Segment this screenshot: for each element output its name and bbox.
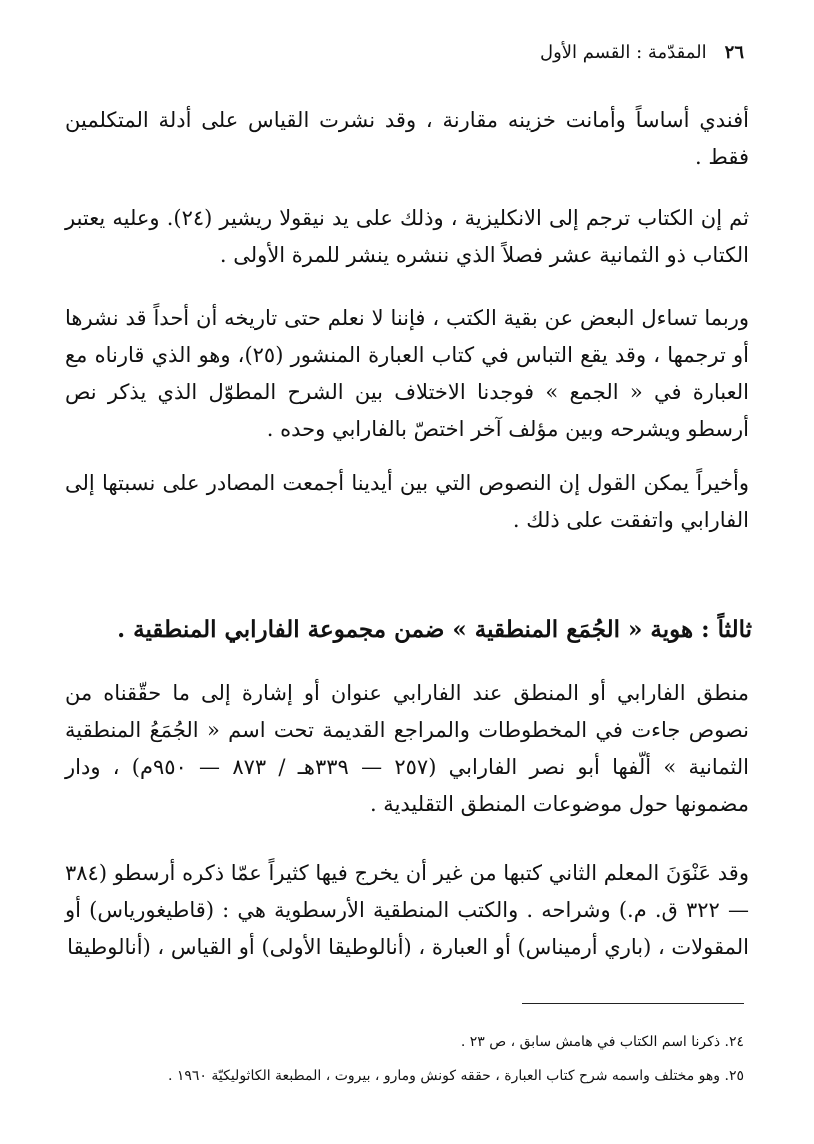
running-header: [60, 34, 744, 70]
paragraph-1: أفندي أساساً وأمانت خزينه مقارنة ، وقد نشرت القياس على أدلة المتكلمين فقط .: [65, 108, 749, 169]
section-heading: ثالثاً : هوية « الجُمَع المنطقية » ضمن مجموعة الفارابي المنطقية .: [117, 616, 752, 643]
paragraph-6: وقد عَنْوَنَ المعلم الثاني كتبها من غير أن يخرج فيها كثيراً عمّا ذكره أرسطو (٣٨٤ — ٣٢٢ ق. م.) وشراحه . والكتب المنطقية الأرسطوية هي : (قاطيغورياس) أو المقولات ، (باري أرميناس) أو العبارة ، (أنالوطيقا الأولى) أو القياس ، (أنالوطيقا: [65, 861, 749, 959]
footnote-divider: [522, 1003, 744, 1004]
footnote-24: ٢٤. ذكرنا اسم الكتاب في هامش سابق ، ص ٢٣ .: [460, 1034, 744, 1050]
paragraph-3: وربما تساءل البعض عن بقية الكتب ، فإننا لا نعلم حتى تاريخه أن أحداً قد نشرها أو ترجمها ، وقد يقع التباس في كتاب العبارة المنشور (٢٥)، وهو الذي قارناه مع العبارة في « الجمع » فوجدنا الاختلاف بين الشرح المطوّل الذي يذكر نص أرسطو ويشرحه وبين مؤلف آخر اختصّ بالفارابي وحده .: [65, 306, 749, 441]
paragraph-4: وأخيراً يمكن القول إن النصوص التي بين أيدينا أجمعت المصادر على نسبتها إلى الفارابي واتفقت على ذلك .: [65, 471, 749, 532]
page-number: ٢٦: [724, 41, 744, 63]
paragraph-2: ثم إن الكتاب ترجم إلى الانكليزية ، وذلك على يد نيقولا ريشير (٢٤). وعليه يعتبر الكتاب ذو الثمانية عشر فصلاً الذي ننشره ينشر للمرة الأولى .: [65, 206, 749, 267]
running-title: المقدّمة : القسم الأول: [540, 41, 707, 63]
footnote-25: ٢٥. وهو مختلف واسمه شرح كتاب العبارة ، حققه كونش ومارو ، بيروت ، المطبعة الكاثوليكيّة ١٩٦٠ .: [167, 1068, 744, 1084]
paragraph-5: منطق الفارابي أو المنطق عند الفارابي عنوان أو إشارة إلى ما حقّقناه من نصوص جاءت في المخطوطات والمراجع القديمة تحت اسم « الجُمَعُ المنطقية الثمانية » ألّفها أبو نصر الفارابي (٢٥٧ — ٣٣٩هـ / ٨٧٣ — ٩٥٠م) ، ودار مضمونها حول موضوعات المنطق التقليدية .: [65, 681, 749, 816]
